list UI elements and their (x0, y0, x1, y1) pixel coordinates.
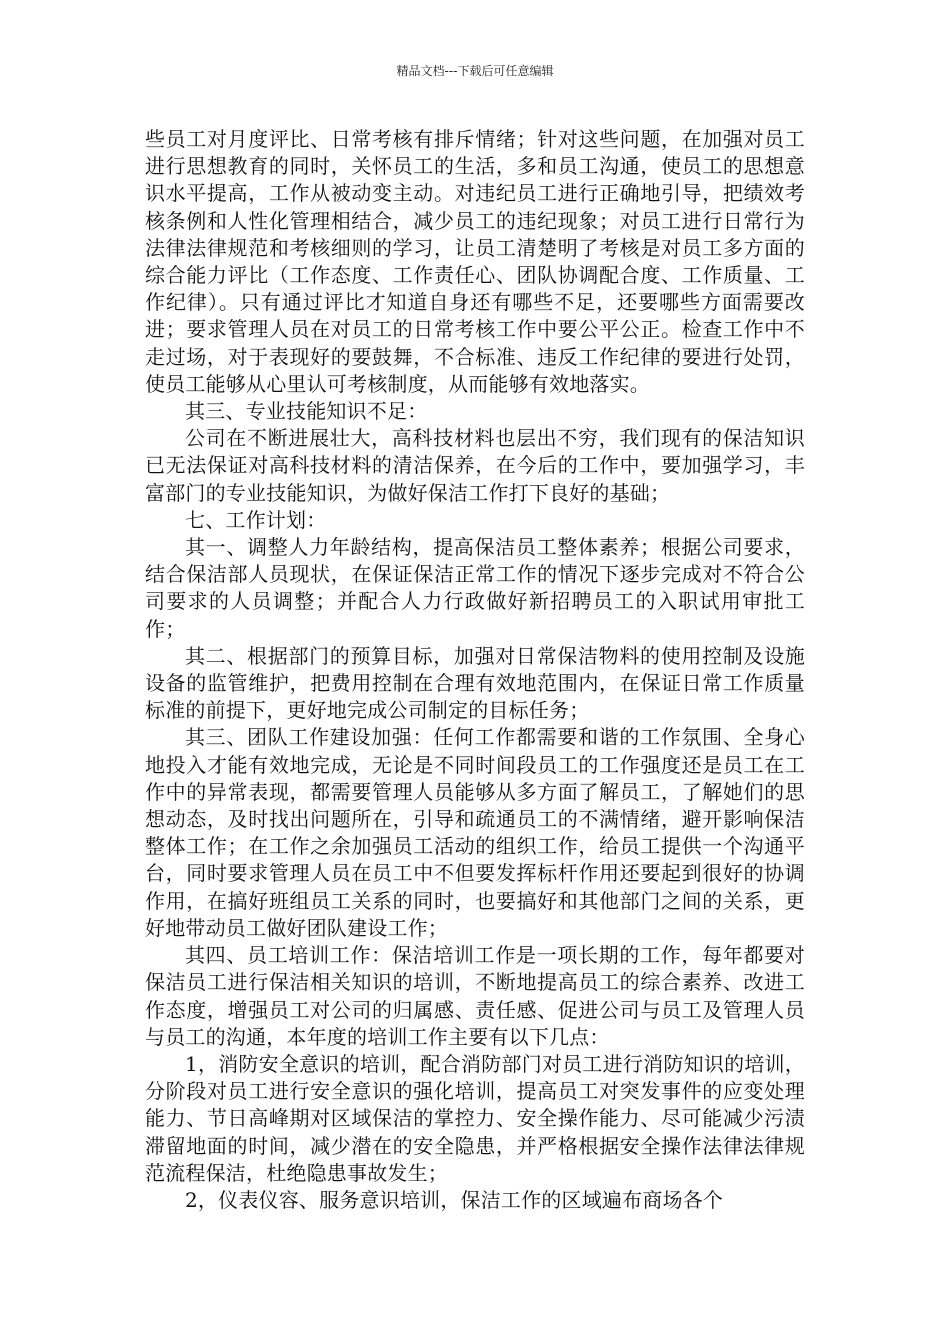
paragraph-training-2: 2，仪表仪容、服务意识培训，保洁工作的区域遍布商场各个 (185, 1187, 724, 1212)
paragraph-skills: 公司在不断进展壮大，高科技材料也层出不穷，我们现有的保洁知识已无法保证对高科技材料的清洁保养，在今后的工作中，要加强学习，丰富部门的专业技能知识，为做好保洁工作打下良好的基础； (145, 426, 805, 505)
heading-item-3-skills: 其三、专业技能知识不足： (185, 399, 428, 424)
paragraph-plan-4: 其四、员工培训工作：保洁培训工作是一项长期的工作，每年都要对保洁员工进行保洁相关知识的培训，不断地提高员工的综合素养、改进工作态度，增强员工对公司的归属感、责任感、促进公司与员工及管理人员与员工的沟通，本年度的培训工作主要有以下几点： (145, 943, 805, 1049)
paragraph-plan-1: 其一、调整人力年龄结构，提高保洁员工整体素养；根据公司要求，结合保洁部人员现状，在保证保洁正常工作的情况下逐步完成对不符合公司要求的人员调整；并配合人力行政做好新招聘员工的入职试用审批工作； (145, 535, 805, 641)
document-body (145, 126, 805, 1214)
paragraph-continued: 些员工对月度评比、日常考核有排斥情绪；针对这些问题，在加强对员工进行思想教育的同时，关怀员工的生活，多和员工沟通，使员工的思想意识水平提高，工作从被动变主动。对违纪员工进行正确地引导，把绩效考核条例和人性化管理相结合，减少员工的违纪现象；对员工进行日常行为法律法律规范和考核细则的学习，让员工清楚明了考核是对员工多方面的综合能力评比（工作态度、工作责任心、团队协调配合度、工作质量、工作纪律）。只有通过评比才知道自身还有哪些不足，还要哪些方面需要改进；要求管理人员在对员工的日常考核工作中要公平公正。检查工作中不走过场，对于表现好的要鼓舞，不合标准、违反工作纪律的要进行处罚，使员工能够从心里认可考核制度，从而能够有效地落实。 (145, 127, 805, 396)
heading-work-plan: 七、工作计划： (185, 507, 327, 532)
page-header: 精品文档---下载后可任意编辑 (396, 64, 554, 78)
paragraph-plan-2: 其二、根据部门的预算目标，加强对日常保洁物料的使用控制及设施设备的监管维护，把费用控制在合理有效地范围内，在保证日常工作质量标准的前提下，更好地完成公司制定的目标任务； (145, 643, 805, 723)
paragraph-plan-3: 其三、团队工作建设加强：任何工作都需要和谐的工作氛围、全身心地投入才能有效地完成，无论是不同时间段员工的工作强度还是员工在工作中的异常表现，都需要管理人员能够从多方面了解员工，了解她们的思想动态，及时找出问题所在，引导和疏通员工的不满情绪，避开影响保洁整体工作；在工作之余加强员工活动的组织工作，给员工提供一个沟通平台，同时要求管理人员在员工中不但要发挥标杆作用还要起到很好的协调作用，在搞好班组员工关系的同时，也要搞好和其他部门之间的关系，更好地带动员工做好团队建设工作； (145, 725, 805, 940)
paragraph-training-1: 1，消防安全意识的培训，配合消防部门对员工进行消防知识的培训，分阶段对员工进行安全意识的强化培训，提高员工对突发事件的应变处理能力、节日高峰期对区域保洁的掌控力、安全操作能力、尽可能减少污渍滞留地面的时间，减少潜在的安全隐患，并严格根据安全操作法律法律规范流程保洁，杜绝隐患事故发生； (145, 1051, 805, 1185)
